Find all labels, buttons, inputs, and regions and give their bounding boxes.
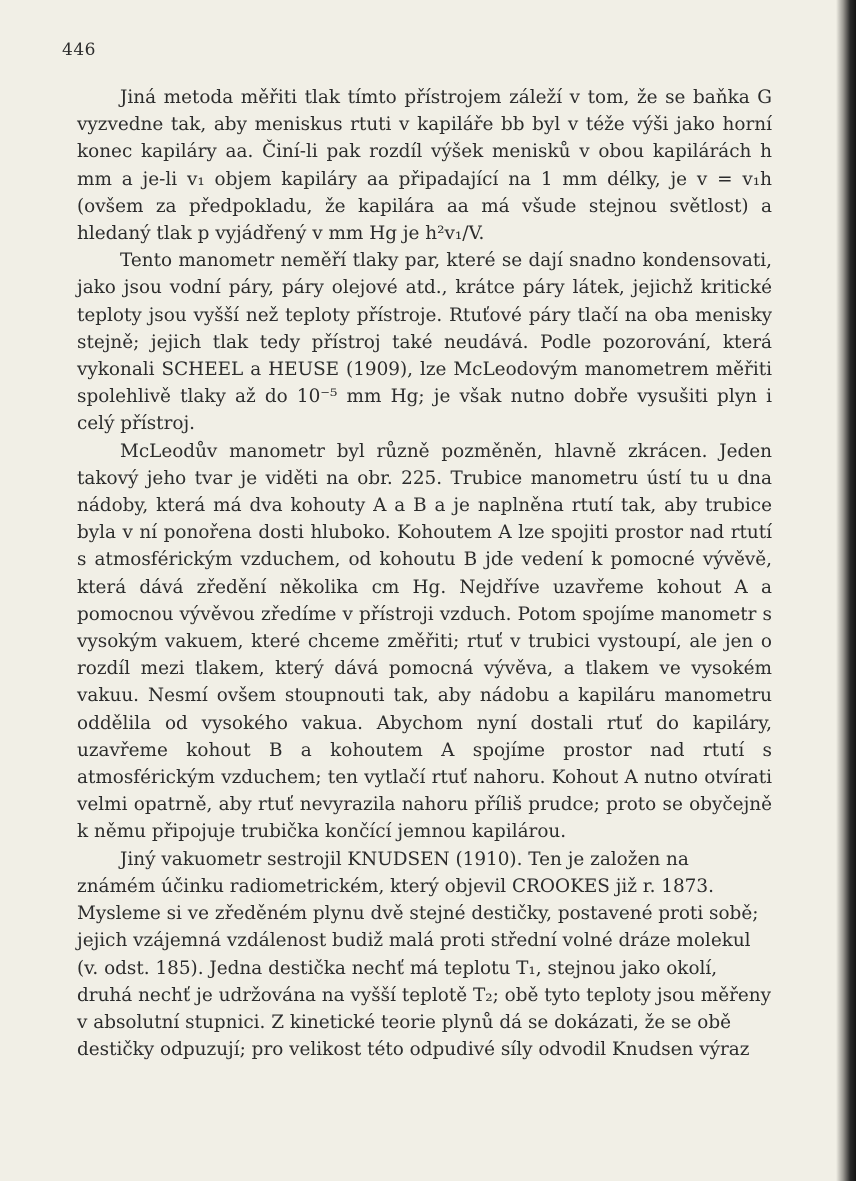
page-number: 446 (62, 40, 96, 60)
paragraph-1: Jiná metoda měřiti tlak tímto přístrojem záleží v tom, že se baňka G vyzvedne tak, aby meniskus rtuti v kapiláře bb byl v téže výši jako horní konec kapiláry aa. Činí-li pak rozdíl výšek menisků v obou kapilárách h mm a je-li v₁ objem kapiláry aa připadající na 1 mm délky, je v = v₁h (ovšem za předpokladu, že kapilára aa má všude stejnou světlost) a hledaný tlak p vyjádřený v mm Hg je h²v₁/V. (77, 87, 772, 245)
paragraph-4: Jiný vakuometr sestrojil KNUDSEN (1910). Ten je založen na známém účinku radiometrickém, který objevil CROOKES již r. 1873. Mysleme si ve zředěném plynu dvě stejné destičky, postavené proti sobě; jejich vzájemná vzdálenost budiž malá proti střední volné dráze molekul (v. odst. 185). Jedna destička nechť má teplotu T₁, stejnou jako okolí, druhá nechť je udržována na vyšší teplotě T₂; obě tyto teploty jsou měřeny v absolutní stupnici. Z kinetické teorie plynů dá se dokázati, že se obě destičky odpuzují; pro velikost této odpudivé síly odvodil Knudsen výraz (77, 848, 772, 1061)
book-spine-shadow (836, 0, 856, 1181)
page-text (77, 84, 772, 1063)
paragraph-3: McLeodův manometr byl různě pozměněn, hlavně zkrácen. Jeden takový jeho tvar je viděti na obr. 225. Trubice manometru ústí tu u dna nádoby, která má dva kohouty A a B a je naplněna rtutí tak, aby trubice byla v ní ponořena dosti hluboko. Kohoutem A lze spojiti prostor nad rtutí s atmosférickým vzduchem, od kohoutu B jde vedení k pomocné vývěvě, která dává zředění několika cm Hg. Nejdříve uzavřeme kohout A a pomocnou vývěvou zředíme v přístroji vzduch. Potom spojíme manometr s vysokým vakuem, které chceme změřiti; rtuť v trubici vystoupí, ale jen o rozdíl mezi tlakem, který dává pomocná vývěva, a tlakem ve vysokém vakuu. Nesmí ovšem stoupnouti tak, aby nádobu a kapiláru manometru oddělila od vysokého vakua. Abychom nyní dostali rtuť do kapiláry, uzavřeme kohout B a kohoutem A spojíme prostor nad rtutí s atmosférickým vzduchem; ten vytlačí rtuť nahoru. Kohout A nutno otvírati velmi opatrně, aby rtuť nevyrazila nahoru příliš prudce; proto se obyčejně k němu připojuje trubička končící jemnou kapilárou. (77, 440, 772, 843)
paragraph-2: Tento manometr neměří tlaky par, které se dají snadno kondensovati, jako jsou vodní páry, páry olejové atd., krátce páry látek, jejichž kritické teploty jsou vyšší než teploty přístroje. Rtuťové páry tlačí na oba menisky stejně; jejich tlak tedy přístroj také neudává. Podle pozorování, která vykonali SCHEEL a HEUSE (1909), lze McLeodovým manometrem měřiti spolehlivě tlaky až do 10⁻⁵ mm Hg; je však nutno dobře vysušiti plyn i celý přístroj. (77, 250, 772, 435)
